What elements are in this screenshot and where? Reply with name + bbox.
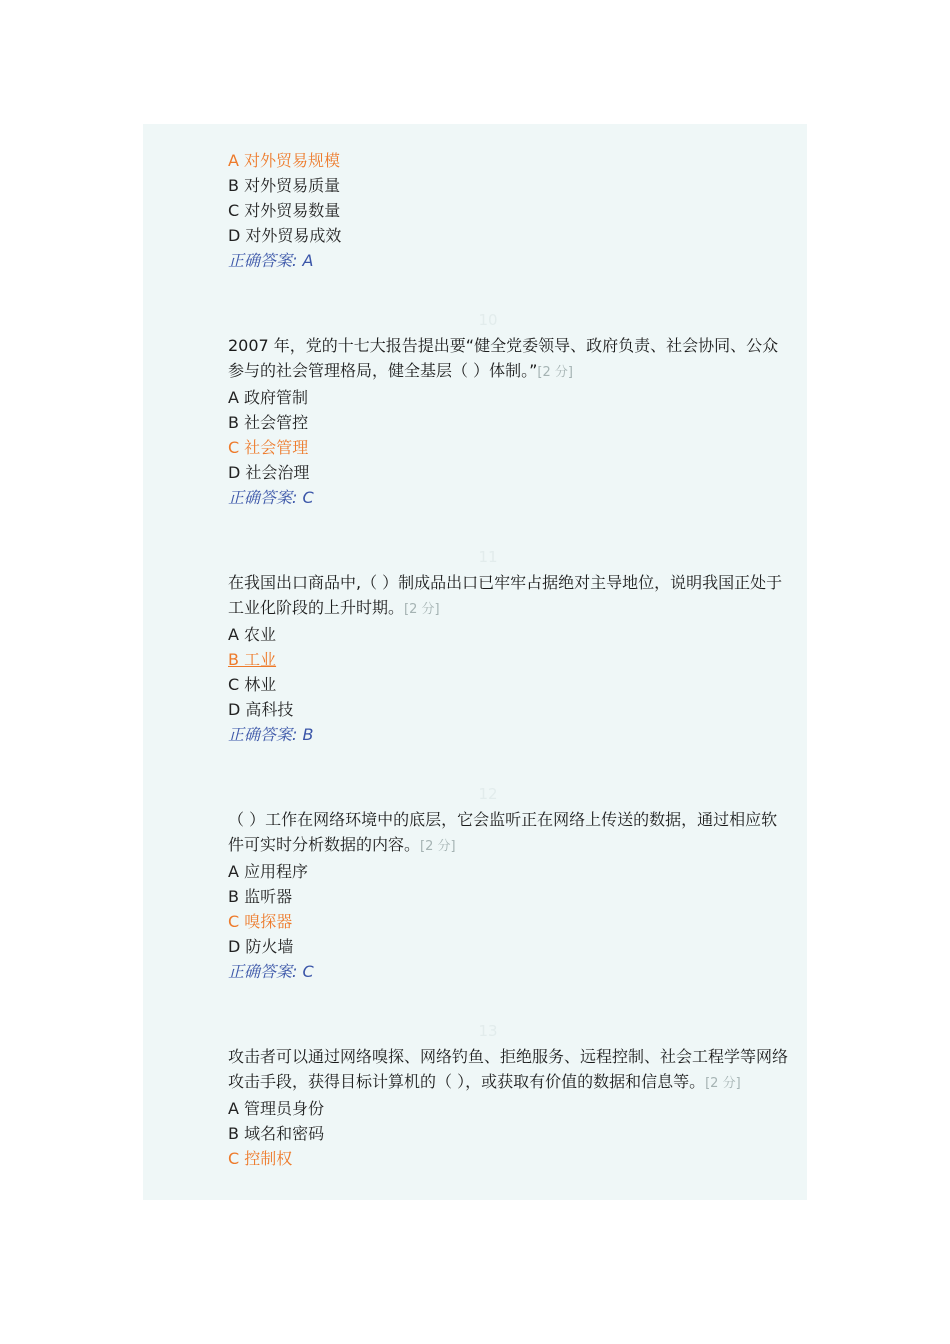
question-13: [228, 1019, 788, 1171]
option-d: D 高科技: [228, 700, 294, 719]
question-list: [228, 148, 788, 1171]
question-score: [2 分]: [705, 1076, 741, 1091]
option-a: A 政府管制: [228, 388, 309, 407]
question-12: [228, 782, 788, 984]
question-text: [228, 1044, 788, 1096]
correct-answer: 正确答案: A: [228, 251, 314, 270]
question-9: [228, 148, 788, 273]
option-c: C 社会管理: [228, 438, 309, 457]
option-c: C 嗅探器: [228, 912, 293, 931]
correct-answer: 正确答案: C: [228, 962, 314, 981]
option-a: A 管理员身份: [228, 1099, 325, 1118]
question-stem: 攻击者可以通过网络嗅探、网络钓鱼、拒绝服务、远程控制、社会工程学等网络攻击手段，获得目标计算机的（ ），或获取有价值的数据和信息等。: [228, 1047, 789, 1091]
option-b: B 域名和密码: [228, 1124, 325, 1143]
question-stem: 2007 年，党的十七大报告提出要“健全党委领导、政府负责、社会协同、公众参与的社会管理格局，健全基层（ ）体制。”: [228, 336, 779, 380]
option-d: D 防火墙: [228, 937, 294, 956]
option-d: D 对外贸易成效: [228, 226, 342, 245]
option-b: B 监听器: [228, 887, 293, 906]
option-a: A 对外贸易规模: [228, 151, 341, 170]
question-10: [228, 308, 788, 510]
correct-answer: 正确答案: B: [228, 725, 314, 744]
question-number: 11: [478, 548, 498, 566]
question-number: 13: [478, 1022, 498, 1040]
correct-answer: 正确答案: C: [228, 488, 314, 507]
question-score: [2 分]: [420, 839, 456, 854]
option-a: A 应用程序: [228, 862, 309, 881]
option-c: C 控制权: [228, 1149, 293, 1168]
question-number: 10: [478, 311, 498, 329]
option-a: A 农业: [228, 625, 277, 644]
question-stem: （ ）工作在网络环境中的底层，它会监听正在网络上传送的数据，通过相应软件可实时分析数据的内容。: [228, 810, 778, 854]
option-d: D 社会治理: [228, 463, 310, 482]
document-page: [143, 124, 807, 1200]
option-b: B 社会管控: [228, 413, 309, 432]
option-b: B 对外贸易质量: [228, 176, 341, 195]
question-text: [228, 333, 788, 385]
question-score: [2 分]: [404, 602, 440, 617]
question-text: [228, 807, 788, 859]
option-b: B 工业: [228, 650, 277, 669]
question-score: [2 分]: [537, 365, 573, 380]
question-11: [228, 545, 788, 747]
question-stem: 在我国出口商品中,（ ）制成品出口已牢牢占据绝对主导地位，说明我国正处于工业化阶段的上升时期。: [228, 573, 783, 617]
option-c: C 对外贸易数量: [228, 201, 341, 220]
question-number: 12: [478, 785, 498, 803]
option-c: C 林业: [228, 675, 277, 694]
question-text: [228, 570, 788, 622]
